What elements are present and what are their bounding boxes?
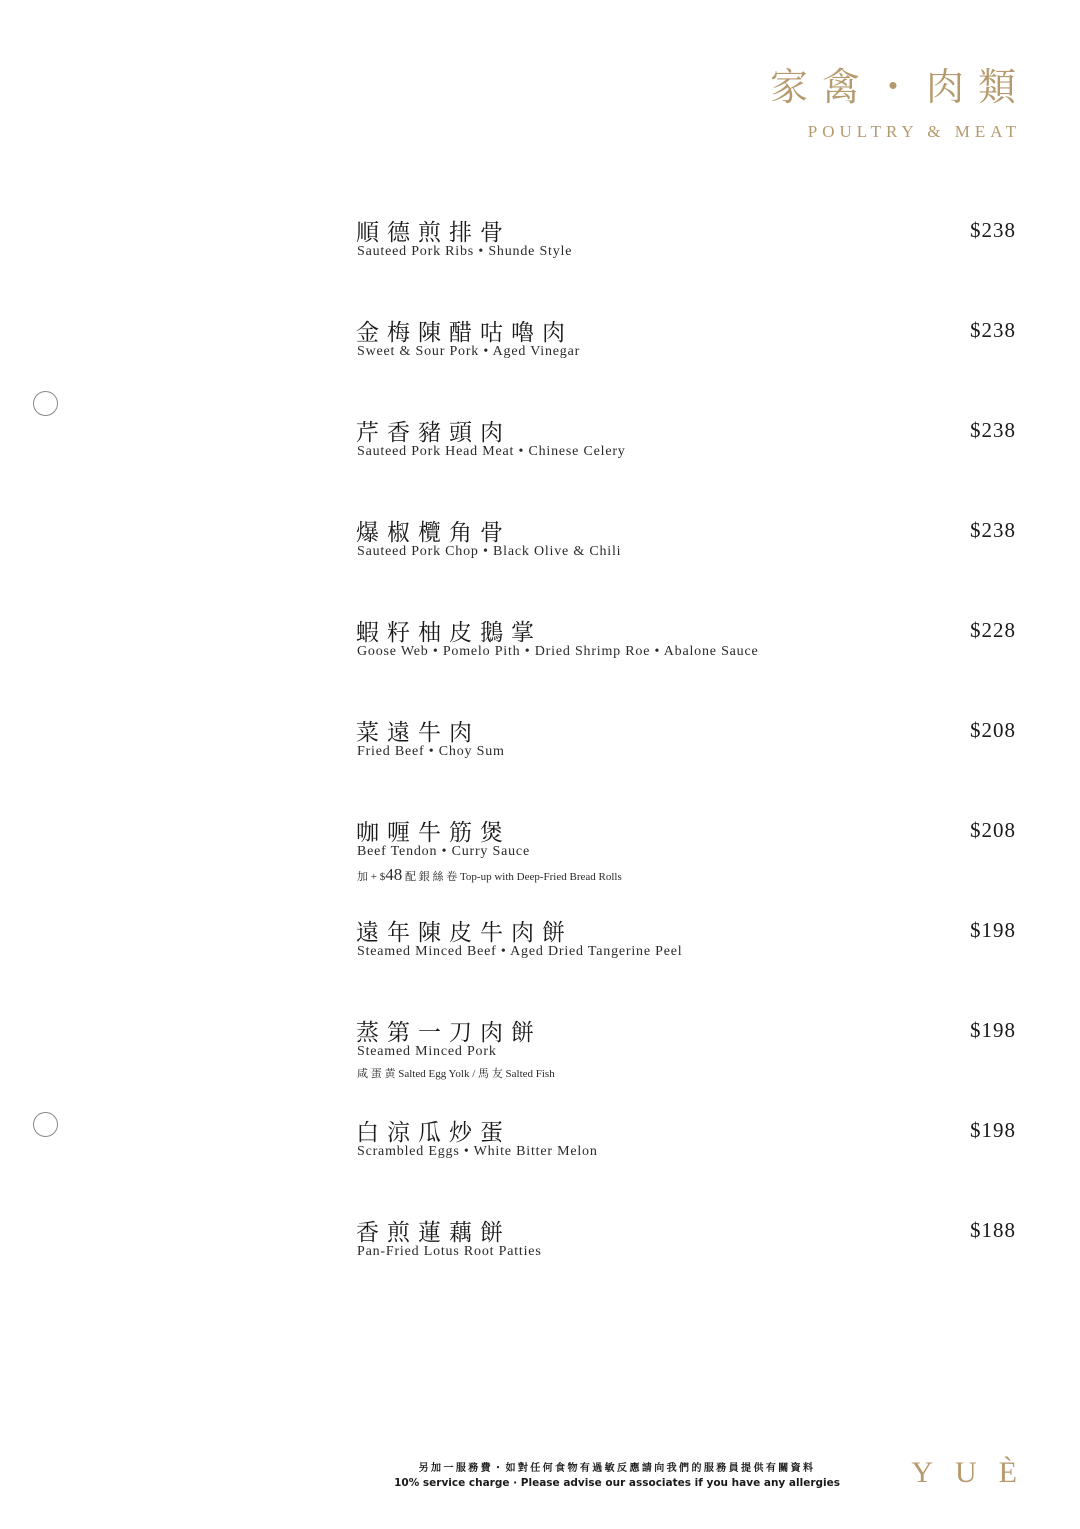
dish-price: $198	[970, 918, 1016, 942]
menu-item	[356, 810, 1016, 910]
menu-item	[356, 910, 1016, 1010]
dish-name-english: Sweet & Sour Pork • Aged Vinegar	[357, 344, 581, 359]
menu-item	[356, 1010, 1016, 1110]
add-on-price: 48	[385, 865, 403, 884]
menu-item	[356, 210, 1016, 310]
section-title-english: POULTRY & MEAT	[807, 122, 1021, 141]
dish-name-chinese: 遠年陳皮牛肉餅	[356, 920, 573, 946]
add-on-description: 配 銀 絲 卷 Top-up with Deep-Fried Bread Rolls	[402, 871, 622, 883]
dish-name-english: Sauteed Pork Chop • Black Olive & Chili	[357, 544, 622, 559]
dish-name-chinese: 咖喱牛筋煲	[356, 820, 511, 846]
dish-price: $188	[970, 1218, 1016, 1242]
add-on-prefix: 加 + $	[357, 871, 386, 883]
notice-english: 10% service charge · Please advise our associates if you have any allergies	[394, 1477, 840, 1489]
dish-name-english: Beef Tendon • Curry Sauce	[357, 844, 530, 859]
dish-name-chinese: 爆椒欖角骨	[356, 520, 511, 546]
dish-name-english: Pan-Fried Lotus Root Patties	[357, 1244, 542, 1259]
dish-price: $198	[970, 1018, 1016, 1042]
dish-option-note: 咸 蛋 黄 Salted Egg Yolk / 馬 友 Salted Fish	[357, 1068, 555, 1080]
dish-add-on-note	[357, 865, 622, 885]
section-title-chinese: 家禽・肉類	[769, 65, 1030, 109]
dish-name-chinese: 金梅陳醋咕嚕肉	[356, 320, 573, 346]
dish-price: $208	[970, 818, 1016, 842]
dish-name-english: Sauteed Pork Ribs • Shunde Style	[357, 244, 573, 259]
dish-name-english: Steamed Minced Pork	[357, 1044, 497, 1059]
dish-name-chinese: 蝦籽柚皮鵝掌	[356, 620, 542, 646]
dish-name-english: Goose Web • Pomelo Pith • Dried Shrimp Roe • Abalone Sauce	[357, 644, 759, 659]
dish-name-english: Scrambled Eggs • White Bitter Melon	[357, 1144, 598, 1159]
dish-price: $238	[970, 318, 1016, 342]
brand-logo: YUÈ	[911, 1456, 1039, 1489]
dish-name-chinese: 香煎蓮藕餅	[356, 1220, 511, 1246]
menu-item	[356, 1210, 1016, 1310]
dish-price: $208	[970, 718, 1016, 742]
dish-name-chinese: 芹香豬頭肉	[356, 420, 511, 446]
dish-name-chinese: 順德煎排骨	[356, 220, 511, 246]
dish-price: $228	[970, 618, 1016, 642]
dish-price: $198	[970, 1118, 1016, 1142]
menu-item	[356, 410, 1016, 510]
menu-item	[356, 1110, 1016, 1210]
dish-name-english: Sauteed Pork Head Meat • Chinese Celery	[357, 444, 626, 459]
dish-name-english: Fried Beef • Choy Sum	[357, 744, 505, 759]
menu-item	[356, 610, 1016, 710]
dish-price: $238	[970, 218, 1016, 242]
binder-hole-top	[33, 391, 58, 416]
dish-name-chinese: 蒸第一刀肉餅	[356, 1020, 542, 1046]
menu-item	[356, 510, 1016, 610]
dish-name-chinese: 菜遠牛肉	[356, 720, 480, 746]
menu-item	[356, 710, 1016, 810]
dish-name-chinese: 白涼瓜炒蛋	[356, 1120, 511, 1146]
dish-price: $238	[970, 518, 1016, 542]
binder-hole-bottom	[33, 1112, 58, 1137]
dish-price: $238	[970, 418, 1016, 442]
service-charge-notice	[394, 1462, 840, 1490]
menu-item	[356, 310, 1016, 410]
dish-name-english: Steamed Minced Beef • Aged Dried Tangerine Peel	[357, 944, 683, 959]
menu-item-list	[356, 210, 1016, 1310]
notice-chinese: 另加一服務費・如對任何食物有過敏反應請向我們的服務員提供有關資料	[418, 1463, 816, 1474]
